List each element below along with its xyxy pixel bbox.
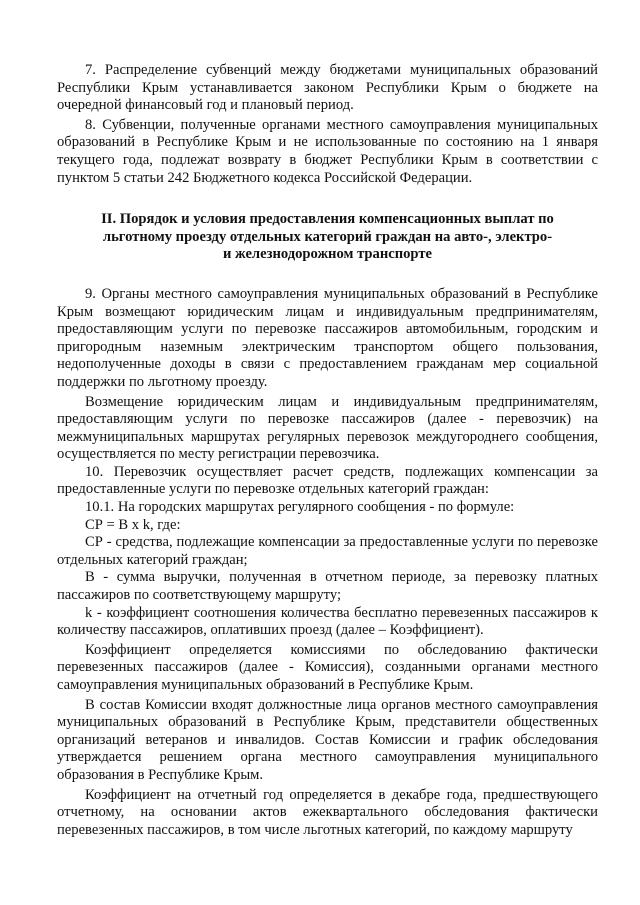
paragraph-7: 7. Распределение субвенций между бюджетами муниципальных образований Республики Крым устанавливается законом Республики Крым о бюджете на очередной финансовый год и плановый период.: [57, 62, 598, 114]
definition-cp: СР - средства, подлежащие компенсации за предоставленные услуги по перевозке отдельных категорий граждан;: [57, 534, 598, 568]
paragraph-coefficient: Коэффициент определяется комиссиями по обследованию фактически перевезенных пассажиров (далее - Комиссия), созданными органами местного самоуправления муниципальных образований в Республике Крым.: [57, 641, 598, 693]
section-heading: II. Порядок и условия предоставления компенсационных выплат по льготному проезду отдельных категорий граждан на авто-, электро- и железнодорожном транспорте: [101, 211, 554, 263]
paragraph-9: 9. Органы местного самоуправления муниципальных образований в Республике Крым возмещают юридическим лицам и индивидуальным предпринимателям, предоставляющим услуги по перевозке пассажиров автомобильным, городским и пригородным наземным электрическим транспортом общего пользования, недополученные доходы в связи с предоставлением гражданам мер социальной поддержки по льготному проезду.: [57, 285, 598, 390]
formula-line: СР = В x k, где:: [85, 516, 181, 533]
paragraph-10-1: 10.1. На городских маршрутах регулярного сообщения - по формуле:: [85, 499, 515, 516]
definition-b: В - сумма выручки, полученная в отчетном периоде, за перевозку платных пассажиров по соответствующему маршруту;: [57, 569, 598, 604]
paragraph-8: 8. Субвенции, полученные органами местного самоуправления муниципальных образований в Республике Крым и не использованные по состоянию на 1 января текущего года, подлежат возврату в бюджет Республики Крым в соответствии с пунктом 5 статьи 242 Бюджетного кодекса Российской Федерации.: [57, 116, 598, 186]
definition-k: k - коэффициент соотношения количества бесплатно перевезенных пассажиров к количеству пассажиров, оплативших проезд (далее – Коэффициент).: [57, 604, 598, 639]
document-body: [57, 62, 598, 839]
paragraph-annual-coefficient: Коэффициент на отчетный год определяется в декабре года, предшествующего отчетному, на основании актов ежеквартального обследования фактически перевезенных пассажиров, в том числе льготных категорий, по каждому маршруту: [57, 786, 598, 838]
paragraph-reimbursement: Возмещение юридическим лицам и индивидуальным предпринимателям, предоставляющим услуги по перевозке пассажиров (далее - перевозчик) на межмуниципальных маршрутах регулярных перевозок междугороднего сообщения, осуществляется по месту регистрации перевозчика.: [57, 393, 598, 463]
paragraph-10: 10. Перевозчик осуществляет расчет средств, подлежащих компенсации за предоставленные услуги по перевозке отдельных категорий граждан:: [57, 463, 598, 498]
paragraph-commission: В состав Комиссии входят должностные лица органов местного самоуправления муниципальных образований в Республике Крым, представители общественных организаций ветеранов и инвалидов. Состав Комиссии и график обследования утверждается решением органа местного самоуправления муниципального образования в Республике Крым.: [57, 696, 598, 783]
